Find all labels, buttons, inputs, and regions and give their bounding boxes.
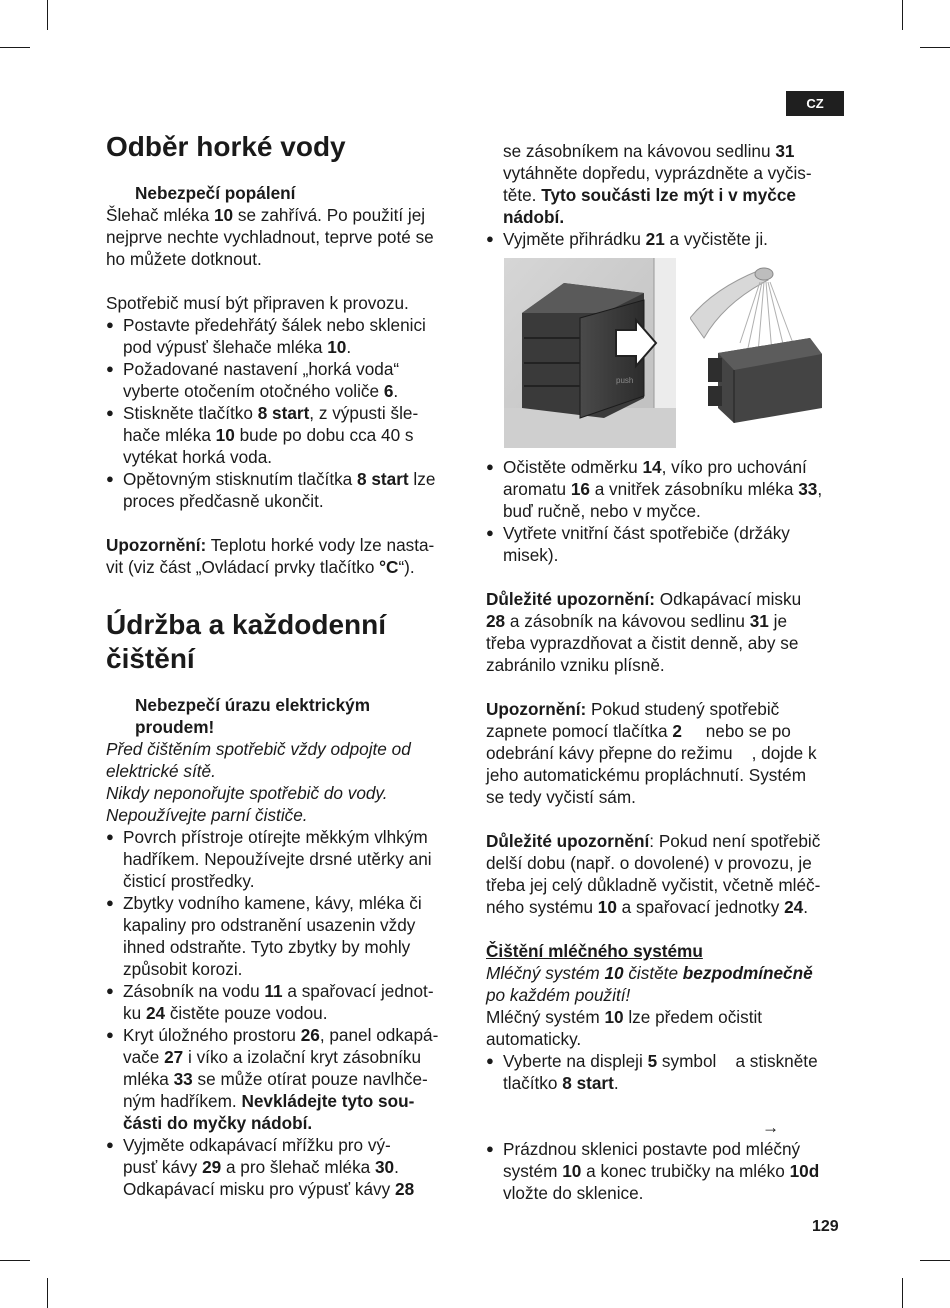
list-item: ● Vyjměte odkapávací mřížku pro vý- pusť kávy 29 a pro šlehač mléka 30. Odkapávací misku pro výpusť kávy 28 [106, 1134, 466, 1200]
right-column [486, 140, 852, 1204]
drawer-with-arrow-photo [504, 258, 676, 448]
temperature-note: Upozornění: Teplotu horké vody lze nasta- vit (viz část „Ovládací prvky tlačítko °C“). [106, 535, 435, 577]
list-item: ● Stiskněte tlačítko 8 start, z výpusti šle- hače mléka 10 bude po dobu cca 40 s vytékat horká voda. [106, 402, 466, 468]
list-item: ● Vyjměte přihrádku 21 a vyčistěte ji. [486, 228, 852, 250]
crop-mark [920, 1260, 950, 1261]
list-item: ● Vytřete vnitřní část spotřebiče (držáky misek). [486, 522, 852, 566]
shock-warning-text: Před čištěním spotřebič vždy odpojte od elektrické sítě. Nikdy neponořujte spotřebič do vody. Nepoužívejte parní čističe. [106, 739, 411, 825]
burn-warning-title: Nebezpečí popálení [135, 183, 296, 203]
rinse-note: Upozornění: Pokud studený spotřebič zapnete pomocí tlačítka 2 nebo se po odebrání kávy přepne do režimu , dojde k jeho automatickému propláchnutí. Systém se tedy vyčistí sám. [486, 699, 817, 807]
list-item: ● Kryt úložného prostoru 26, panel odkapá- vače 27 i víko a izolační kryt zásobníku mléka 33 se může otírat pouze navlhče- ným hadříkem. Nevkládejte tyto sou- části do myčky nádobí. [106, 1024, 466, 1134]
list-item: ● Zbytky vodního kamene, kávy, mléka či kapaliny pro odstranění usazenin vždy ihned odstraňte. Tyto zbytky by mohly způsobit korozi. [106, 892, 466, 980]
section-title-hot-water: Odběr horké vody [106, 131, 346, 162]
cleaning-steps [106, 826, 466, 1200]
milk-system-italic: Mléčný systém 10 čistěte bezpodmínečně po každém použití! [486, 963, 813, 1005]
milk-steps [486, 1050, 852, 1094]
list-item: ● Požadované nastavení „horká voda“ vyberte otočením otočného voliče 6. [106, 358, 466, 402]
more-cleaning-steps [486, 456, 852, 566]
burn-warning-text: nejprve nechte vychladnout, teprve poté se [106, 227, 434, 247]
cleaning-illustration [504, 258, 856, 448]
list-item: ● Očistěte odměrku 14, víko pro uchování aromatu 16 a vnitřek zásobníku mléka 33, buď ručně, nebo v myčce. [486, 456, 852, 522]
left-column [106, 130, 466, 1200]
important-note-vacation: Důležité upozornění: Pokud není spotřebič delší dobu (např. o dovolené) v provozu, je třeba jej celý důkladně vyčistit, včetně mléč- ného systému 10 a spařovací jednotky 24. [486, 831, 821, 917]
language-badge: CZ [786, 91, 844, 116]
milk-system-heading: Čištění mléčného systému [486, 941, 703, 961]
list-item: ● Vyberte na displeji 5 symbol a stiskněte tlačítko 8 start. [486, 1050, 852, 1094]
list-item: ● Prázdnou sklenici postavte pod mléčný systém 10 a konec trubičky na mléko 10d vložte do sklenice. [486, 1138, 852, 1204]
arrow-right-icon: → [762, 1117, 780, 1137]
list-item: ● Opětovným stisknutím tlačítka 8 start lze proces předčasně ukončit. [106, 468, 466, 512]
list-item: ● Povrch přístroje otírejte měkkým vlhkým hadříkem. Nepoužívejte drsné utěrky ani čisticí prostředky. [106, 826, 466, 892]
continued-text: se zásobníkem na kávovou sedlinu 31 vytáhněte dopředu, vyprázdněte a vyčis- těte. Tyto součásti lze mýt i v myčce nádobí. [503, 141, 812, 227]
milk-system-text: Mléčný systém 10 lze předem očistit automaticky. [486, 1007, 763, 1049]
hot-water-steps [106, 314, 466, 512]
crop-mark [0, 47, 30, 48]
section-title-maintenance: Údržba a každodenní čištění [106, 609, 387, 674]
milk-steps-2 [486, 1138, 852, 1204]
crop-mark [0, 1260, 30, 1261]
drawer-under-tap-photo [690, 258, 830, 448]
ready-text: Spotřebič musí být připraven k provozu. [106, 293, 409, 313]
drawer-steps [486, 228, 852, 250]
shock-warning-title: Nebezpečí úrazu elektrickým proudem! [135, 695, 371, 737]
crop-mark [47, 0, 48, 30]
crop-mark [47, 1278, 48, 1308]
list-item: ● Postavte předehřátý šálek nebo sklenici pod výpusť šlehače mléka 10. [106, 314, 466, 358]
important-note-daily: Důležité upozornění: Odkapávací misku 28 a zásobník na kávovou sedlinu 31 je třeba vyprazdňovat a čistit denně, aby se zabránilo vzniku plísně. [486, 589, 802, 675]
page-number: 129 [812, 1218, 839, 1235]
push-label: push [616, 376, 634, 385]
list-item: ● Zásobník na vodu 11 a spařovací jednot- ku 24 čistěte pouze vodou. [106, 980, 466, 1024]
crop-mark [902, 0, 903, 30]
burn-warning-text: ho můžete dotknout. [106, 249, 262, 269]
crop-mark [920, 47, 950, 48]
burn-warning-text: Šlehač mléka 10 se zahřívá. Po použití jej [106, 205, 426, 225]
crop-mark [902, 1278, 903, 1308]
